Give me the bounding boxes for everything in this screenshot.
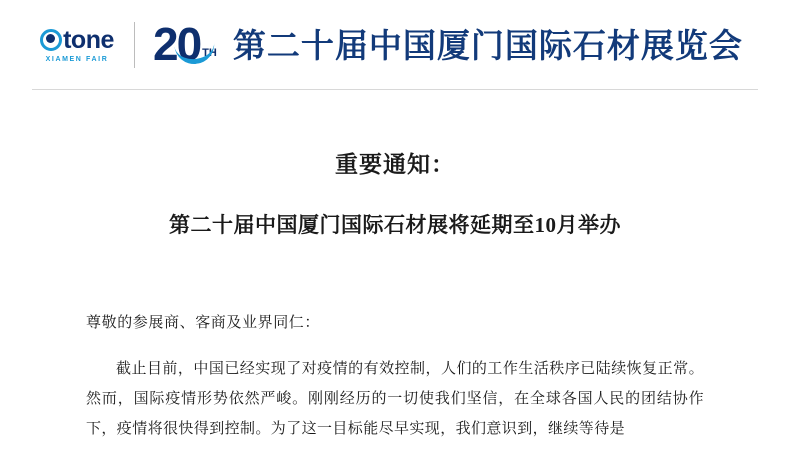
anniversary-ordinal: TH [202,46,217,59]
stone-circle-icon [40,29,62,51]
logo-brand-text: tone [63,25,114,54]
page-header [0,0,790,90]
document-body [0,146,790,444]
salutation: 尊敬的参展商、客商及业界同仁： [86,315,321,331]
logo-wordmark [40,25,114,54]
logo-subtitle: XIAMEN FAIR [45,55,109,63]
stone-xiamen-fair-logo [34,25,120,63]
header-divider [134,22,135,68]
body-paragraph: 截止目前，中国已经实现了对疫情的有效控制，人们的工作生活秩序已陆续恢复正常。然而，国际疫情形势依然严峻。刚刚经历的一切使我们坚信，在全球各国人民的团结协作下，疫情将很快得到控制。为了这一目标能尽早实现，我们意识到，继续等待是 [86,361,704,437]
header-rule [32,89,758,90]
anniversary-number: 20 [153,18,201,71]
anniversary-mark [153,18,217,71]
page-title: 第二十届中国厦门国际石材展览会 [232,26,743,64]
notice-subtitle: 第二十届中国厦门国际石材展将延期至10月举办 [169,213,621,237]
notice-title: 重要通知： [335,152,455,177]
